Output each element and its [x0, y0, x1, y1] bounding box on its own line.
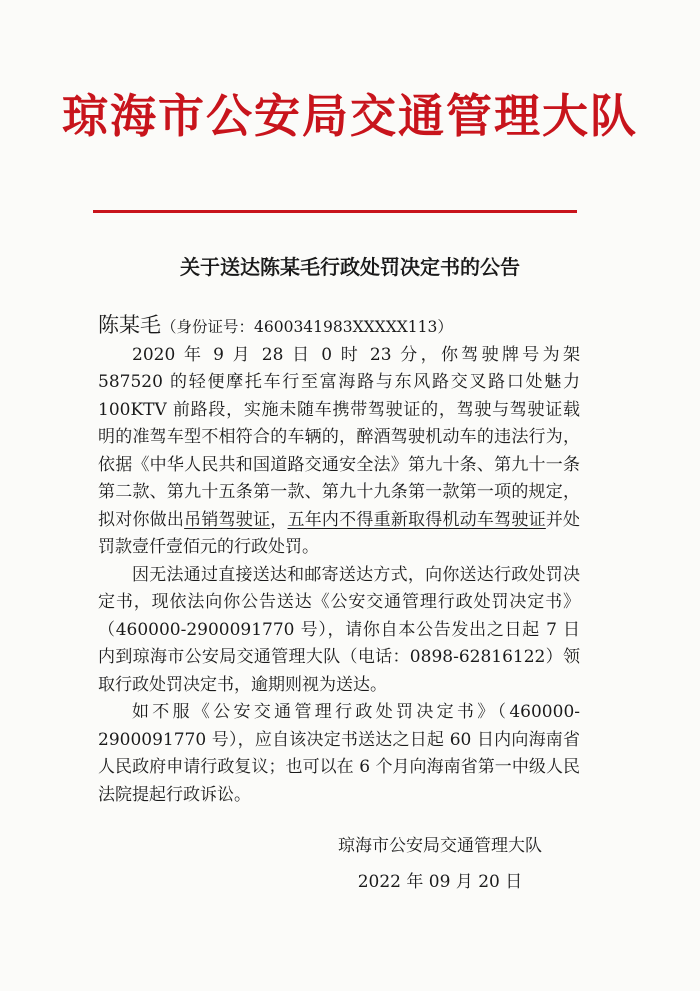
notice-body	[98, 312, 580, 809]
notice-title: 关于送达陈某毛行政处罚决定书的公告	[180, 255, 520, 279]
addressee-name: 陈某毛	[98, 313, 161, 337]
masthead-org-name: 琼海市公安局交通管理大队	[62, 89, 638, 143]
paragraph-violation-text: 2020 年 9 月 28 日 0 时 23 分，你驾驶牌号为架 587520 的轻便摩托车行至富海路与东风路交叉路口处魅力 100KTV 前路段，实施未随车携带驾驶证的，驾驶与驾驶证载明的准驾车型不相符合的车辆的，醉酒驾驶机动车的违法行为，依据《中华人民共和国道路交通安全法》第九十条、第九十一条第二款、第九十五条第一款、第九十九条第一款第一项的规定，拟对你做出	[98, 344, 580, 530]
red-divider-line	[93, 210, 577, 213]
penalty-revoke-license: 吊销驾驶证	[184, 509, 271, 530]
paragraph-violation	[98, 342, 580, 562]
paragraph-violation-fine: 并处罚款壹仟壹佰元的行政处罚。	[98, 509, 581, 557]
paragraph-violation-comma: ，	[270, 509, 288, 530]
addressee-line	[98, 312, 580, 342]
paragraph-appeal: 如不服《公安交通管理行政处罚决定书》（460000-2900091770 号），应自该决定书送达之日起 60 日内向海南省人民政府申请行政复议；也可以在 6 个月向海南省第一中级人民法院提起行政诉讼。	[98, 702, 580, 805]
addressee-id: （身份证号：4600341983XXXXX113）	[161, 318, 453, 336]
penalty-five-year-ban: 五年内不得重新取得机动车驾驶证	[287, 509, 546, 530]
paragraph-service: 因无法通过直接送达和邮寄送达方式，向你送达行政处罚决定书，现依法向你公告送达《公安交通管理行政处罚决定书》（460000-2900091770 号），请你自本公告发出之日起 7 日内到琼海市公安局交通管理大队（电话：0898-62816122）领取行政处罚决定书，逾期则视为送达。	[98, 564, 580, 695]
signature-date: 2022 年 09 月 20 日	[357, 872, 523, 892]
signature-org: 琼海市公安局交通管理大队	[338, 836, 542, 856]
